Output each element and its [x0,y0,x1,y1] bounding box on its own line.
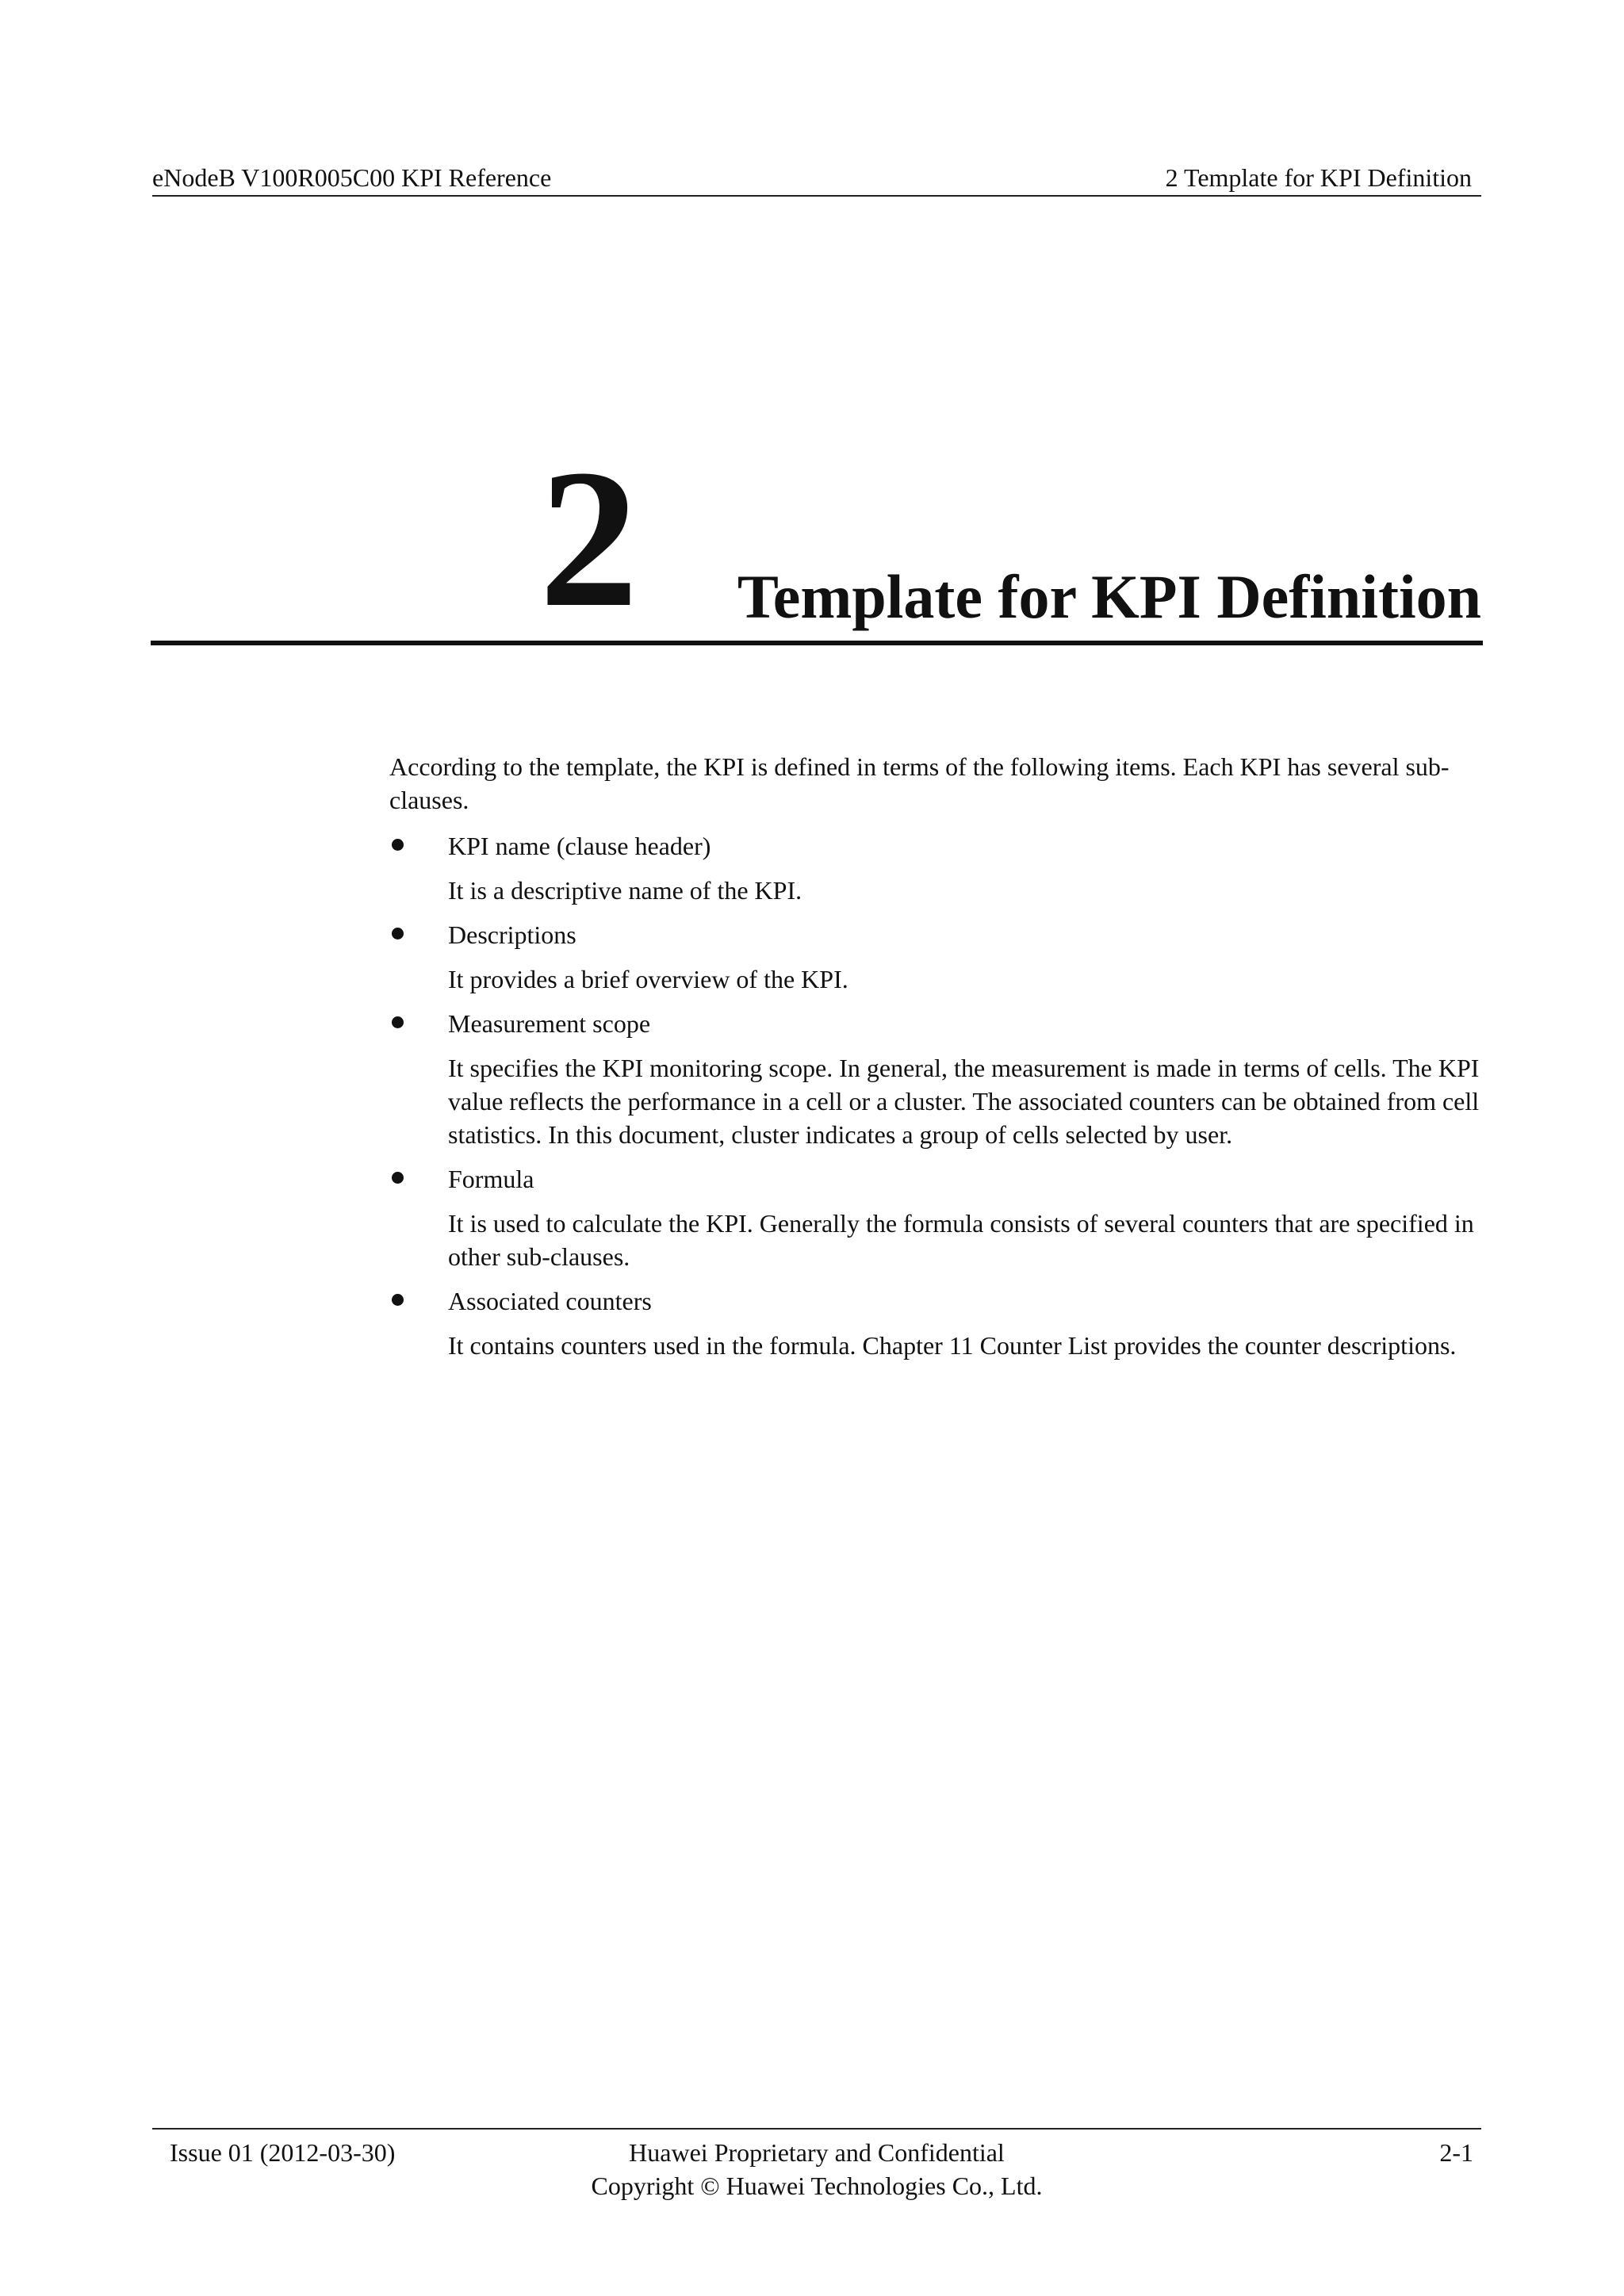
footer-confidential: Huawei Proprietary and Confidential [629,2138,1005,2167]
list-item [389,1162,1484,1273]
header-chapter-title: 2 Template for KPI Definition [1165,163,1472,192]
item-description: It is used to calculate the KPI. Generally the formula consists of several counters that are specified in other sub-clauses. [448,1209,1474,1271]
footer-copyright: Copyright © Huawei Technologies Co., Ltd. [591,2172,1043,2200]
footer-issue: Issue 01 (2012-03-30) [170,2138,396,2167]
item-description: It specifies the KPI monitoring scope. In general, the measurement is made in terms of cells. The KPI value reflects the performance in a cell or a cluster. The associated counters can be obtained from cell statistics. In this document, cluster indicates a group of cells selected by user. [448,1054,1480,1149]
list-item [389,918,1484,996]
item-title: Descriptions [448,920,576,949]
item-title: Formula [448,1165,534,1193]
page-footer [152,2128,1481,2200]
page-header [152,162,1481,197]
item-title: KPI name (clause header) [448,832,711,860]
footer-center [152,2136,1481,2202]
item-list [389,829,1484,1362]
chapter-title: Template for KPI Definition [737,562,1481,631]
item-description: It is a descriptive name of the KPI. [448,876,802,905]
bullet-icon [392,1294,404,1306]
bullet-icon [392,839,404,851]
item-description: It provides a brief overview of the KPI. [448,965,848,993]
intro-paragraph: According to the template, the KPI is defined in terms of the following items. Each KPI has several sub-clauses. [389,752,1450,814]
header-document-title: eNodeB V100R005C00 KPI Reference [152,163,552,192]
bullet-icon [392,928,404,939]
list-item [389,829,1484,907]
list-item [389,1284,1484,1362]
footer-page-number: 2-1 [1439,2138,1473,2167]
main-content [389,750,1484,1373]
item-description: It contains counters used in the formula. Chapter 11 Counter List provides the counter descriptions. [448,1331,1457,1360]
item-title: Associated counters [448,1287,652,1315]
list-item [389,1007,1484,1151]
chapter-heading [151,429,1483,649]
bullet-icon [392,1172,404,1184]
item-title: Measurement scope [448,1009,651,1038]
bullet-icon [392,1016,404,1028]
chapter-number: 2 [539,429,638,649]
